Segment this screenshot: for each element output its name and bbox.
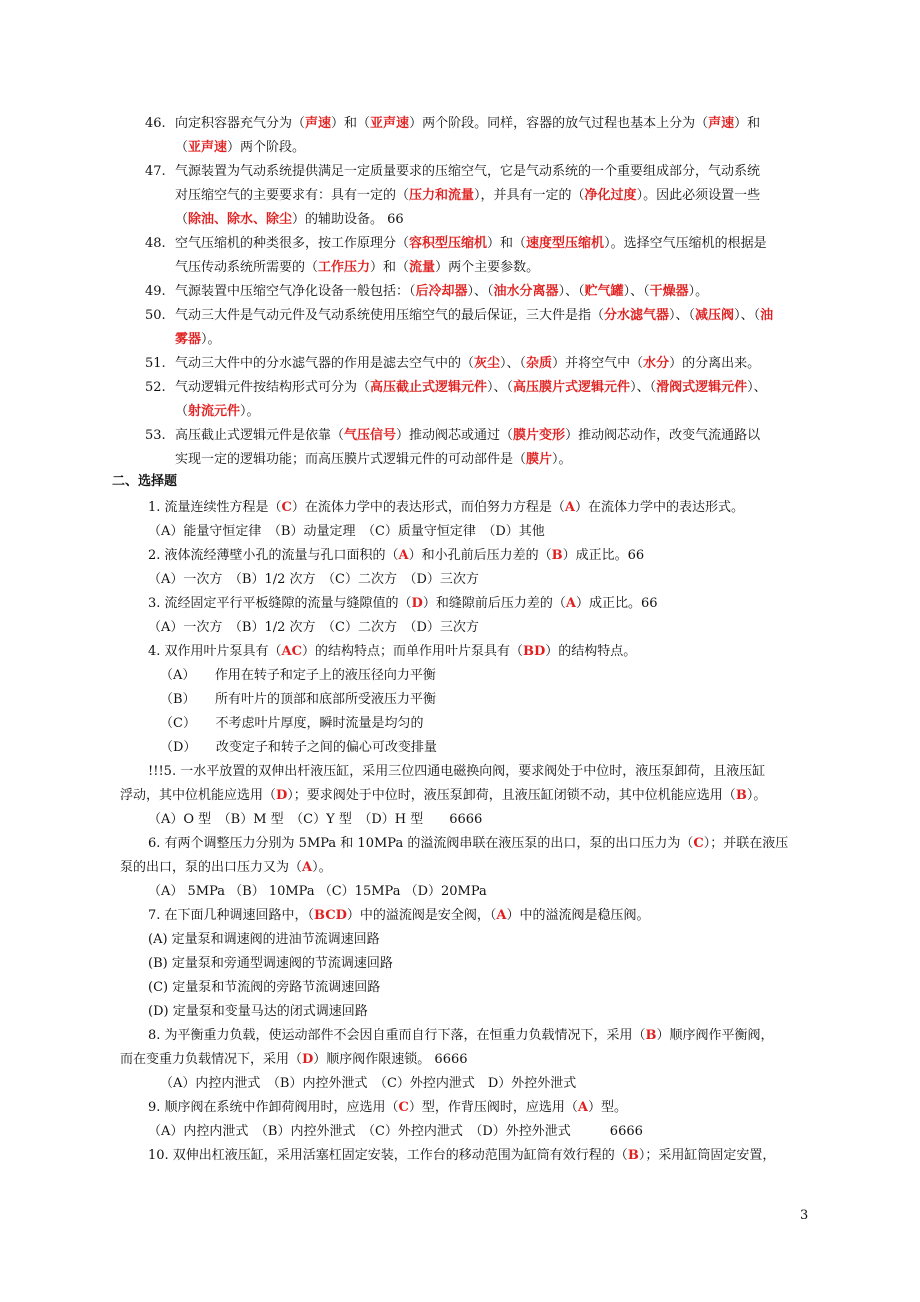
answer-text: 亚声速	[370, 116, 410, 131]
question-text: !!!5. 一水平放置的双伸出杆液压缸，采用三位四通电磁换向阀，要求阀处于中位时，液压泵卸荷，且液压缸	[148, 764, 766, 779]
choice-line	[148, 593, 657, 615]
question-text: （A）一次方 （B）1/2 次方 （C）二次方 （D）三次方	[148, 620, 479, 635]
answer-text: 压力和流量	[409, 188, 475, 203]
question-text: ）、（	[487, 380, 514, 395]
choice-line	[148, 521, 545, 543]
answer-text: 声速	[708, 116, 735, 131]
question-number: 49.	[145, 284, 166, 299]
answer-text: 高压膜片式逻辑元件	[513, 380, 631, 395]
question-text: 高压截止式逻辑元件是依靠（	[175, 428, 345, 443]
question-text: ）成正比。66	[562, 548, 645, 563]
question-line	[175, 401, 260, 423]
question-text: ），并具有一定的（	[474, 188, 585, 203]
question-text: ）的分离出来。	[669, 356, 761, 371]
answer-text: C	[281, 500, 292, 515]
question-text: ）、（	[467, 284, 494, 299]
question-text: （A）一次方 （B）1/2 次方 （C）二次方 （D）三次方	[148, 572, 479, 587]
question-number: 46.	[145, 116, 166, 131]
question-line	[175, 449, 572, 471]
question-text: (B) 定量泵和旁通型调速阀的节流调速回路	[148, 956, 393, 971]
answer-text: A	[564, 500, 576, 515]
choice-line	[148, 641, 636, 663]
question-text: ）型。	[588, 1100, 628, 1115]
question-text: 4. 双作用叶片泵具有（	[148, 644, 282, 659]
answer-text: 除油、除水、除尘	[188, 212, 293, 227]
question-text: ）、（	[558, 284, 585, 299]
question-text: (C) 定量泵和节流阀的旁路节流调速回路	[148, 980, 381, 995]
question-text: 而在变重力负载情况下，采用（	[120, 1052, 303, 1067]
answer-text: A	[398, 548, 409, 563]
answer-text: 灰尘	[474, 356, 501, 371]
answer-text: B	[627, 1148, 639, 1163]
question-text: ）、（	[500, 356, 527, 371]
choice-line	[148, 953, 393, 975]
choice-line	[148, 617, 479, 639]
answer-text: 气压信号	[344, 428, 397, 443]
question-text: （A） 5MPa （B） 10MPa （C）15MPa （D）20MPa	[148, 884, 487, 899]
question-text: （D） 改变定子和转子之间的偏心可改变排量	[160, 740, 437, 755]
question-text: （A）内控内泄式 （B）内控外泄式 （C）外控内泄式 D）外控外泄式	[160, 1076, 577, 1091]
question-text: ）。	[552, 452, 572, 467]
question-text: 向定积容器充气分为（	[175, 116, 306, 131]
question-text: ）的辅助设备。 66	[292, 212, 404, 227]
answer-text: 高压截止式逻辑元件	[370, 380, 488, 395]
question-text: 实现一定的逻辑功能；而高压膜片式逻辑元件的可动部件是（	[175, 452, 527, 467]
question-line	[175, 161, 760, 183]
answer-text: A	[302, 860, 313, 875]
answer-text: BD	[523, 644, 546, 659]
answer-text: 杂质	[526, 356, 553, 371]
question-text: ）。	[240, 404, 260, 419]
answer-text: 雾器	[175, 332, 202, 347]
answer-text: 水分	[643, 356, 670, 371]
question-line	[175, 305, 773, 327]
question-line	[175, 257, 539, 279]
answer-text: 贮气罐	[584, 284, 624, 299]
answer-text: D	[276, 788, 288, 803]
question-text: 气动三大件是气动元件及气动系统使用压缩空气的最后保证，三大件是指（	[175, 308, 605, 323]
answer-text: AC	[281, 644, 302, 659]
question-text: 浮动，其中位机能应选用（	[120, 788, 277, 803]
question-text: ）；并联在液压	[703, 836, 789, 851]
question-text: ）顺序阀作限速锁。 6666	[313, 1052, 468, 1067]
question-text: ）在流体力学中的表达形式。	[575, 500, 745, 515]
question-text: ）。	[312, 860, 332, 875]
question-text: ）推动阀芯或通过（	[396, 428, 514, 443]
choice-line	[148, 833, 788, 855]
choice-line	[120, 857, 332, 879]
question-text: ）并将空气中（	[552, 356, 644, 371]
question-text: 2. 液体流经薄壁小孔的流量与孔口面积的（	[148, 548, 399, 563]
answer-text: D	[411, 596, 423, 611]
question-number: 52.	[145, 380, 166, 395]
answer-text: 油	[760, 308, 774, 323]
question-text: 9. 顺序阀在系统中作卸荷阀用时，应选用（	[148, 1100, 399, 1115]
question-text: （A）内控内泄式 （B）内控外泄式 （C）外控内泄式 （D）外控外泄式 6666	[148, 1124, 643, 1139]
question-text: ）和（	[331, 116, 371, 131]
question-line	[175, 329, 221, 351]
question-text: （	[175, 212, 189, 227]
question-text: 1. 流量连续性方程是（	[148, 500, 282, 515]
section-title: 二、选择题	[112, 474, 178, 489]
choice-line	[160, 713, 423, 735]
answer-text: D	[302, 1052, 314, 1067]
answer-text: BCD	[314, 908, 347, 923]
question-text: ）两个主要参数。	[435, 260, 540, 275]
question-text: ）和小孔前后压力差的（	[408, 548, 552, 563]
choice-line	[148, 569, 479, 591]
choice-line	[148, 1097, 627, 1119]
answer-text: A	[496, 908, 507, 923]
choice-line	[148, 809, 482, 831]
question-text: ）和	[734, 116, 761, 131]
choice-line	[160, 737, 437, 759]
answer-text: 声速	[305, 116, 332, 131]
answer-text: 容积型压缩机	[409, 236, 488, 251]
answer-text: 射流元件	[188, 404, 241, 419]
answer-text: 减压阀	[695, 308, 735, 323]
choice-line	[148, 881, 487, 903]
choice-line	[148, 929, 380, 951]
answer-text: B	[735, 788, 747, 803]
answer-text: 分水滤气器	[604, 308, 670, 323]
question-text: 气动逻辑元件按结构形式可分为（	[175, 380, 371, 395]
question-text: ）中的溢流阀是稳压阀。	[506, 908, 650, 923]
question-number: 48.	[145, 236, 166, 251]
question-line	[175, 137, 305, 159]
question-text: 7. 在下面几种调速回路中，（	[148, 908, 315, 923]
question-text: 气动三大件中的分水滤气器的作用是滤去空气中的（	[175, 356, 475, 371]
answer-text: A	[577, 1100, 589, 1115]
answer-text: B	[645, 1028, 657, 1043]
question-text: （C） 不考虑叶片厚度，瞬时流量是均匀的	[160, 716, 424, 731]
question-text: (D) 定量泵和变量马达的闭式调速回路	[148, 1004, 368, 1019]
answer-text: 膜片	[526, 452, 553, 467]
question-text: ）。	[201, 332, 221, 347]
choice-line	[120, 785, 766, 807]
question-text: 气压传动系统所需要的（	[175, 260, 319, 275]
question-text: （	[175, 140, 189, 155]
question-number: 50.	[145, 308, 166, 323]
choice-line	[148, 497, 744, 519]
choice-line	[160, 665, 436, 687]
question-text: ）。	[746, 788, 767, 803]
answer-text: B	[551, 548, 563, 563]
answer-text: 油水分离器	[493, 284, 559, 299]
answer-text: 工作压力	[318, 260, 371, 275]
question-line	[175, 185, 760, 207]
question-text: ）。因此必须设置一些	[636, 188, 761, 203]
answer-text: 净化过度	[584, 188, 637, 203]
question-text: （A） 作用在转子和定子上的液压径向力平衡	[160, 668, 436, 683]
question-text: ）。选择空气压缩机的根据是	[604, 236, 767, 251]
question-text: ）、（	[623, 284, 650, 299]
choice-line	[148, 1025, 774, 1047]
question-text: 对压缩空气的主要要求有：具有一定的（	[175, 188, 410, 203]
answer-text: 干燥器	[649, 284, 689, 299]
question-text: ）在流体力学中的表达形式，而伯努力方程是（	[291, 500, 565, 515]
question-text: ）。	[688, 284, 709, 299]
choice-line	[148, 761, 765, 783]
question-text: ）；要求阀处于中位时，液压泵卸荷，且液压缸闭锁不动，其中位机能应选用（	[287, 788, 736, 803]
answer-text: 速度型压缩机	[526, 236, 605, 251]
question-text: （	[175, 404, 189, 419]
question-text: ）的结构特点。	[545, 644, 637, 659]
question-text: 泵的出口，泵的出口压力又为（	[120, 860, 303, 875]
question-line	[175, 233, 767, 255]
question-text: ）两个阶段。	[227, 140, 306, 155]
question-text: ）成正比。66	[575, 596, 658, 611]
question-line	[175, 377, 767, 399]
choice-line	[148, 545, 644, 567]
question-text: 3. 流经固定平行平板缝隙的流量与缝隙值的（	[148, 596, 412, 611]
question-text: ）、（	[630, 380, 657, 395]
question-number: 51.	[145, 356, 166, 371]
question-line	[175, 113, 760, 135]
question-number: 47.	[145, 164, 166, 179]
answer-text: C	[693, 836, 704, 851]
question-text: ）顺序阀作平衡阀，	[656, 1028, 774, 1043]
question-text: ）型，作背压阀时，应选用（	[408, 1100, 578, 1115]
question-text: 8. 为平衡重力负载，使运动部件不会因自重而自行下落，在恒重力负载情况下，采用（	[148, 1028, 646, 1043]
question-text: ）中的溢流阀是安全阀，（	[346, 908, 497, 923]
question-text: ）、（	[669, 308, 696, 323]
question-text: 10. 双伸出杠液压缸，采用活塞杠固定安装，工作台的移动范围为缸筒有效行程的（	[148, 1148, 628, 1163]
question-text: ）两个阶段。同样，容器的放气过程也基本上分为（	[409, 116, 709, 131]
question-text: ）推动阀芯动作，改变气流通路以	[565, 428, 761, 443]
question-text: （B） 所有叶片的顶部和底部所受液压力平衡	[160, 692, 437, 707]
answer-text: A	[565, 596, 576, 611]
answer-text: 滑阀式逻辑元件	[656, 380, 748, 395]
question-text: 气源装置为气动系统提供满足一定质量要求的压缩空气，它是气动系统的一个重要组成部分，气动系统	[175, 164, 761, 179]
question-text: (A) 定量泵和调速阀的进油节流调速回路	[148, 932, 380, 947]
question-line	[175, 209, 404, 231]
choice-line	[120, 1049, 468, 1071]
question-text: ）、	[747, 380, 767, 395]
choice-line	[160, 689, 436, 711]
choice-line	[148, 1001, 368, 1023]
question-text: 6. 有两个调整压力分别为 5MPa 和 10MPa 的溢流阀串联在液压泵的出口，泵的出口压力为（	[148, 836, 694, 851]
question-text: ）和（	[487, 236, 527, 251]
question-line	[175, 281, 708, 303]
answer-text: 膜片变形	[513, 428, 566, 443]
question-text: 气源装置中压缩空气净化设备一般包括：（	[175, 284, 416, 299]
answer-text: 亚声速	[188, 140, 228, 155]
question-text: ）；采用缸筒固定安置，	[638, 1148, 776, 1163]
answer-text: C	[398, 1100, 409, 1115]
question-number: 53.	[145, 428, 166, 443]
question-line	[175, 425, 760, 447]
choice-line	[148, 1121, 643, 1143]
page-number: 3	[800, 1208, 809, 1223]
choice-line	[148, 1145, 775, 1167]
question-text: （A）能量守恒定律 （B）动量定理 （C）质量守恒定律 （D）其他	[148, 524, 545, 539]
answer-text: 流量	[409, 260, 436, 275]
question-text: （A）O 型 （B）M 型 （C）Y 型 （D）H 型 6666	[148, 812, 483, 827]
question-line	[175, 353, 760, 375]
question-text: ）和缝隙前后压力差的（	[422, 596, 566, 611]
question-text: ）的结构特点；而单作用叶片泵具有（	[301, 644, 523, 659]
answer-text: 后冷却器	[415, 284, 468, 299]
choice-line	[160, 1073, 576, 1095]
question-text: 空气压缩机的种类很多，按工作原理分（	[175, 236, 410, 251]
choice-line	[148, 977, 380, 999]
question-text: ）和（	[370, 260, 410, 275]
choice-line	[148, 905, 650, 927]
question-text: ）、（	[734, 308, 761, 323]
